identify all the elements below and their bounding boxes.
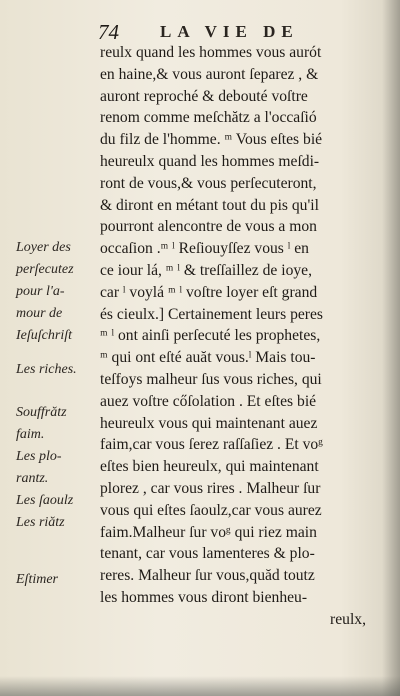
margin-note: Souffrătz (16, 405, 67, 420)
text-line: renom comme meſchătz a l'occaſió (100, 109, 317, 127)
text-line: en haine,& vous auront ſeparez , & (100, 65, 319, 83)
text-line: reres. Malheur ſur vous,quăd toutz (100, 567, 315, 585)
page-gutter-shadow (382, 0, 400, 696)
text-line: teſfoys malheur ſus vous riches, qui (100, 370, 322, 388)
text-line: auez voſtre cőſolation . Et eſtes bié (100, 392, 317, 410)
text-line: reulx quand les hommes vous aurót (100, 44, 322, 61)
text-line: vous qui eſtes ſaoulz,car vous aurez (100, 501, 322, 519)
body-text (100, 42, 378, 631)
catchword-line: reulx, (330, 610, 366, 628)
margin-note: Loyer des (16, 240, 71, 255)
text-line: heureulx quand les hommes meſdi- (100, 152, 320, 170)
margin-note: pour l'a- (16, 284, 65, 299)
text-line: occaſion .ᵐ ˡ Reſiouyſſez vous ˡ en (100, 240, 309, 258)
page-number: 74 (98, 20, 119, 44)
text-line: auront reproché & debouté voſtre (100, 87, 308, 105)
text-line: du filz de l'homme. ᵐ Vous eſtes bié (100, 131, 323, 149)
running-title: LA VIE DE (160, 22, 299, 41)
page-bottom-shadow (0, 676, 400, 696)
text-line: ᵐ ˡ ont ainſi perſecuté les prophetes, (100, 327, 321, 345)
margin-note: Les plo- (16, 449, 62, 464)
text-line: les hommes vous diront bienheu- (100, 588, 308, 606)
text-line: faim.Malheur ſur voᵍ qui riez main (100, 523, 317, 541)
text-line: eſtes bien heureulx, qui maintenant (100, 458, 319, 476)
text-line: heureulx vous qui maintenant auez (100, 414, 318, 432)
text-line: ce iour lá, ᵐ ˡ & treſſaillez de ioye, (100, 261, 312, 279)
text-line: ront de vous,& vous perſecuteront, (100, 174, 317, 192)
margin-note: Les riches. (16, 362, 77, 377)
margin-note: rantz. (16, 471, 49, 486)
margin-note: perſecutez (16, 262, 74, 277)
text-line: faim,car vous ſerez raſſaſiez . Et voᵍ (100, 436, 323, 454)
text-line: és cieulx.] Certainement leurs peres (100, 305, 323, 323)
margin-note: Les riătz (16, 515, 65, 530)
text-line: pourront alencontre de vous a mon (100, 218, 317, 236)
text-line: car ˡ voylá ᵐ ˡ voſtre loyer eſt grand (100, 283, 318, 301)
margin-note: faim. (16, 427, 45, 442)
margin-note: Ieſuſchriſt (16, 328, 72, 343)
text-line: & diront en métant tout du pis qu'il (100, 196, 319, 214)
text-line: ᵐ qui ont eſté auăt vous.ˡ Mais tou- (100, 349, 316, 367)
margin-note: Les ſaoulz (16, 493, 74, 508)
text-line: tenant, car vous lamenteres & plo- (100, 545, 315, 563)
margin-note: mour de (16, 306, 63, 321)
margin-note: Eſtimer (16, 572, 58, 587)
text-line: plorez , car vous rires . Malheur ſur (100, 479, 321, 497)
